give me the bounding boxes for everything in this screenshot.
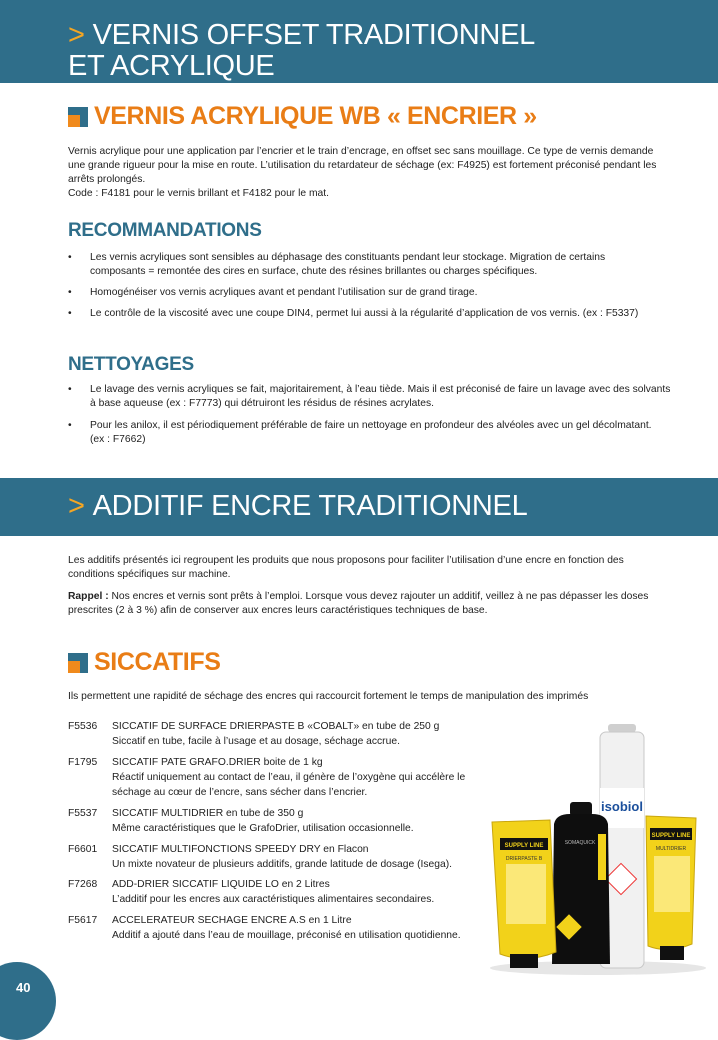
square-bullet-icon: [68, 653, 88, 673]
bullet-icon: •: [68, 252, 72, 263]
spray-can-label: isobiol: [601, 799, 643, 814]
subheading-recommandations: RECOMMANDATIONS: [68, 220, 262, 241]
chevron-icon: >: [68, 19, 85, 51]
header-banner: [0, 0, 718, 83]
chevron-icon: >: [68, 490, 85, 522]
additif-intro: Les additifs présentés ici regroupent les produits que nous proposons pour faciliter l’utilisation d’une encre en fonction des conditions spécifiques sur machine.: [68, 555, 624, 580]
square-bullet-icon: [68, 107, 88, 127]
black-bottle: [552, 802, 610, 964]
additif-banner-title: > ADDITIF ENCRE TRADITIONNEL: [68, 490, 528, 522]
acrylique-description: Vernis acrylique pour une application par l’encrier et le train d’encrage, en offset sec sans mouillage. Ce type de vernis demande une grande rigueur pour la mise en route. L’utilisation du retardateur de séchage (ex: F4925) est fortement préconisé pendant les arrêts prolongés. Code : F4181 pour le vernis brillant et F4182 pour le mat.: [68, 146, 657, 199]
product-photo: [486, 718, 708, 976]
page-number-badge: [0, 962, 56, 1040]
tube-left: [492, 820, 556, 968]
tube-right-label: SUPPLY LINE: [651, 833, 691, 839]
tube-left-sublabel: DRIERPASTE B: [505, 856, 543, 862]
additif-rappel: Rappel : Nos encres et vernis sont prêts à l’emploi. Lorsque vous devez rajouter un additif, veillez à ne pas dépasser les doses prescrites (2 à 3 %) afin de conserver aux encres leurs caractéristiques techniques de base.: [68, 591, 649, 616]
tube-left-label: SUPPLY LINE: [504, 843, 544, 849]
section-title-siccatifs: SICCATIFS: [68, 648, 221, 677]
additif-banner: [0, 478, 718, 536]
siccatifs-intro: Ils permettent une rapidité de séchage des encres qui raccourcit fortement le temps de manipulation des imprimés: [68, 691, 589, 702]
bottle-label: SOMAQUICK: [564, 840, 596, 846]
tube-right-sublabel: MULTIDRIER: [655, 846, 687, 852]
bullet-icon: •: [68, 420, 72, 431]
subheading-nettoyages: NETTOYAGES: [68, 354, 194, 375]
bullet-icon: •: [68, 384, 72, 395]
bullet-icon: •: [68, 287, 72, 298]
bullet-icon: •: [68, 308, 72, 319]
page-number: 40: [16, 980, 31, 995]
header-title-line1: > VERNIS OFFSET TRADITIONNEL: [68, 19, 535, 51]
tube-right: [646, 816, 696, 960]
section-title-vernis-acrylique: VERNIS ACRYLIQUE WB « ENCRIER »: [68, 102, 537, 131]
header-title-line2: ET ACRYLIQUE: [68, 50, 275, 82]
